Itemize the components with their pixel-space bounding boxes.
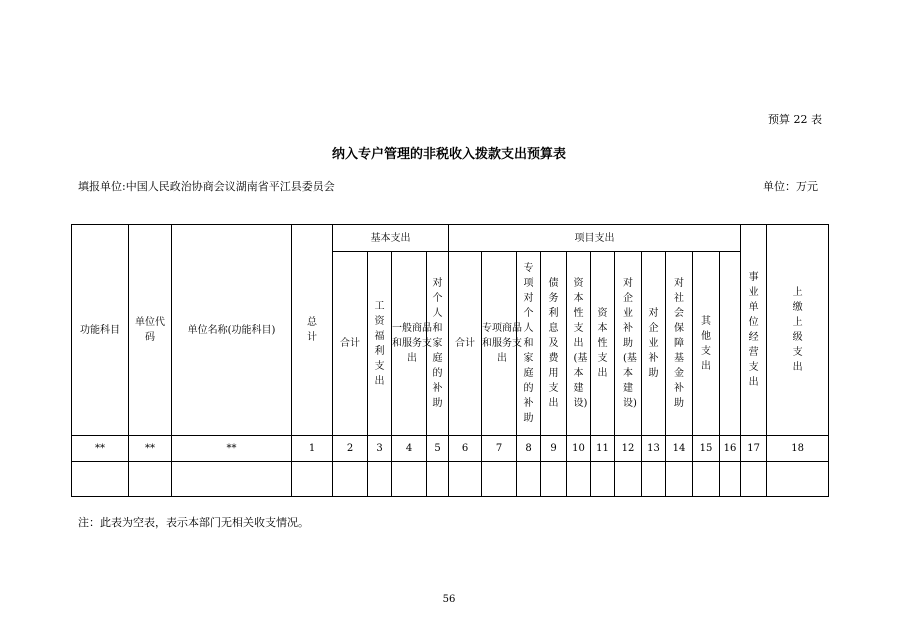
index-cell: 18 [767,436,829,462]
document-title: 纳入专户管理的非税收入拨款支出预算表 [331,147,566,162]
header-project-goods: 专项商品和服务支出 [482,252,517,436]
index-cell: 16 [720,436,741,462]
header-function-subject: 功能科目 [72,225,129,436]
header-total: 总计 [292,225,333,436]
index-cell: 17 [741,436,767,462]
header-group-project: 项目支出 [449,225,741,252]
index-cell: 9 [541,436,567,462]
index-cell: 13 [642,436,666,462]
filling-unit: 填报单位:中国人民政治协商会议湖南省平江县委员会 [78,180,335,193]
header-basic-sum: 合计 [333,252,368,436]
footnote: 注：此表为空表，表示本部门无相关收支情况。 [78,516,309,529]
index-cell: 11 [591,436,615,462]
index-cell: 15 [693,436,720,462]
header-group-basic: 基本支出 [333,225,449,252]
index-cell: 5 [427,436,449,462]
index-cell: 14 [666,436,693,462]
header-project-sum: 合计 [449,252,482,436]
index-cell: ** [72,436,129,462]
index-cell: 1 [292,436,333,462]
header-unit-name: 单位名称(功能科目) [172,225,292,436]
header-basic-wage: 工资福利支出 [368,252,392,436]
header-project-individual: 专项对个人和家庭的补助 [517,252,541,436]
index-cell: 10 [567,436,591,462]
header-project-debt: 债务利息及费用支出 [541,252,567,436]
page-number: 56 [442,594,456,605]
amount-unit: 单位：万元 [763,180,818,193]
header-basic-individual: 对个人和家庭的补助 [427,252,449,436]
empty-data-row [72,462,829,497]
index-cell: 6 [449,436,482,462]
index-cell: 3 [368,436,392,462]
header-project-other: 其他支出 [693,252,720,436]
header-project-capital-basic: 资本性支出(基本建设) [567,252,591,436]
index-cell: 7 [482,436,517,462]
index-cell: 4 [392,436,427,462]
header-project-enterprise-basic: 对企业补助(基本建设) [615,252,642,436]
index-cell: ** [172,436,292,462]
index-cell: ** [129,436,172,462]
index-cell: 8 [517,436,541,462]
header-unit-code: 单位代码 [129,225,172,436]
header-project-enterprise: 对企业补助 [642,252,666,436]
budget-table [71,224,829,497]
index-cell: 2 [333,436,368,462]
table-number: 预算 22 表 [768,113,822,126]
header-project-social-security: 对社会保障基金补助 [666,252,693,436]
header-basic-goods: 一般商品和服务支出 [392,252,427,436]
header-project-capital: 资本性支出 [591,252,615,436]
index-row [72,436,829,462]
index-cell: 12 [615,436,642,462]
header-upper-expense: 上缴上级支出 [767,225,829,436]
header-business-expense: 事业单位经营支出 [741,225,767,436]
